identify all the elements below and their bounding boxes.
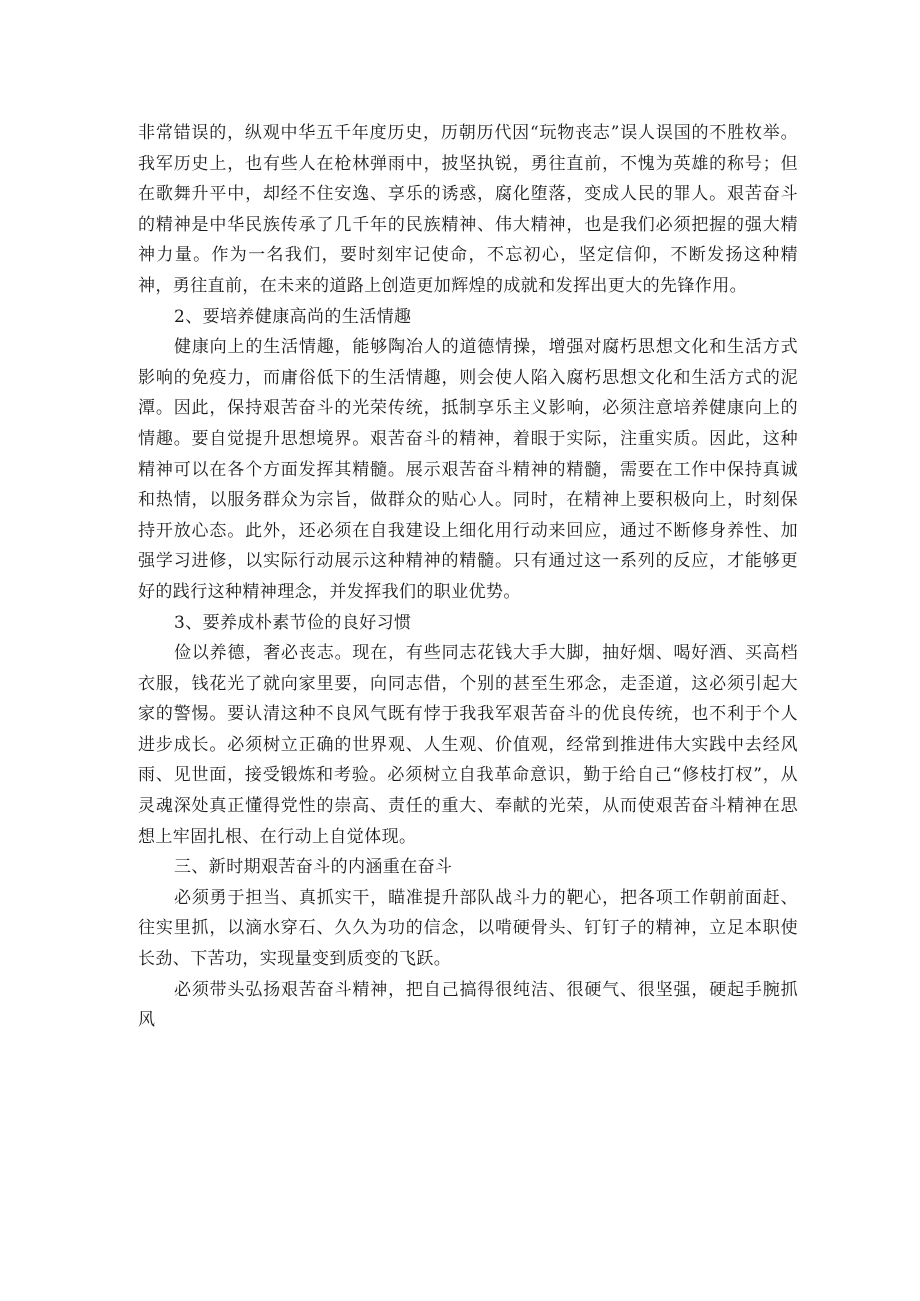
paragraph-healthy-interests: 健康向上的生活情趣，能够陶冶人的道德情操，增强对腐朽思想文化和生活方式影响的免疫力，而庸俗低下的生活情趣，则会使人陷入腐朽思想文化和生活方式的泥潭。因此，保持艰苦奋斗的光荣传统，抵制享乐主义影响，必须注意培养健康向上的情趣。要自觉提升思想境界。艰苦奋斗的精神，着眼于实际，注重实质。因此，这种精神可以在各个方面发挥其精髓。展示艰苦奋斗精神的精髓，需要在工作中保持真诚和热情，以服务群众为宗旨，做群众的贴心人。同时，在精神上要积极向上，时刻保持开放心态。此外，还必须在自我建设上细化用行动来回应，通过不断修身养性、加强学习进修，以实际行动展示这种精神的精髓。只有通过这一系列的反应，才能够更好的践行这种精神理念，并发挥我们的职业优势。 (138, 337, 798, 602)
paragraph-lead-by-example: 必须带头弘扬艰苦奋斗精神，把自己搞得很纯洁、很硬气、很坚强，硬起手腕抓风 (138, 979, 798, 1031)
paragraph-frugality: 俭以养德，奢必丧志。现在，有些同志花钱大手大脚，抽好烟、喝好酒、买高档衣服，钱花光了就向家里要，向同志借，个别的甚至生邪念，走歪道，这必须引起大家的警惕。要认清这种不良风气既有悖于我我军艰苦奋斗的优良传统，也不利于个人进步成长。必须树立正确的世界观、人生观、价值观，经常到推进伟大实践中去经风雨、见世面，接受锻炼和考验。必须树立自我革命意识，勤于给自己“修枝打杈”，从灵魂深处真正懂得党性的崇高、责任的重大、奉献的光荣，从而使艰苦奋斗精神在思想上牢固扎根、在行动上自觉体现。 (138, 643, 798, 847)
section-heading-three: 三、新时期艰苦奋斗的内涵重在奋斗 (174, 857, 453, 878)
document-body (138, 118, 798, 1036)
paragraph-take-responsibility: 必须勇于担当、真抓实干，瞄准提升部队战斗力的靶心，把各项工作朝前面赶、往实里抓，以滴水穿石、久久为功的信念，以啃硬骨头、钉钉子的精神，立足本职使长劲、下苦功，实现量变到质变的飞跃。 (138, 887, 798, 970)
section-heading-3: 3、要养成朴素节俭的良好习惯 (174, 612, 412, 633)
section-heading-2: 2、要培养健康高尚的生活情趣 (174, 306, 412, 327)
paragraph-continuation: 非常错误的，纵观中华五千年度历史，历朝历代因“玩物丧志”误人误国的不胜枚举。我军历史上，也有些人在枪林弹雨中，披坚执锐，勇往直前，不愧为英雄的称号；但在歌舞升平中，却经不住安逸、享乐的诱惑，腐化堕落，变成人民的罪人。艰苦奋斗的精神是中华民族传承了几千年的民族精神、伟大精神，也是我们必须把握的强大精神力量。作为一名我们，要时刻牢记使命，不忘初心，坚定信仰，不断发扬这种精神，勇往直前，在未来的道路上创造更加辉煌的成就和发挥出更大的先锋作用。 (138, 123, 798, 296)
